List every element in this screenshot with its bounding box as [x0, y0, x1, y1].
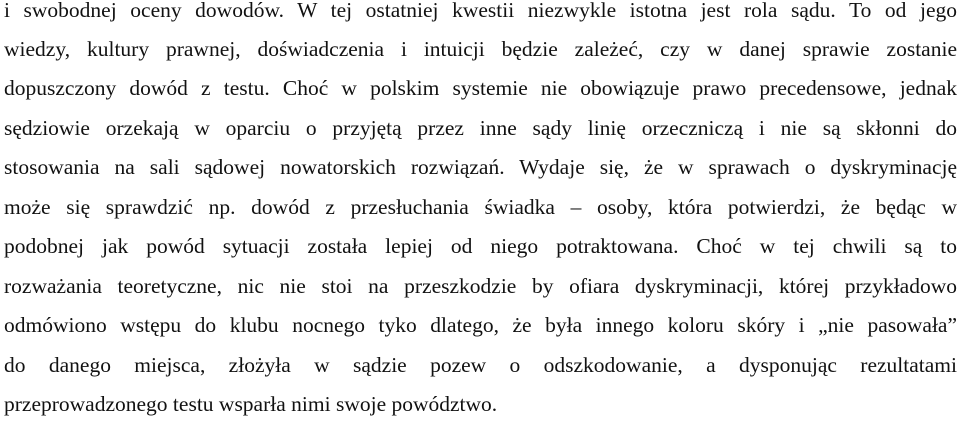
text-line: dopuszczony dowód z testu. Choć w polskim systemie nie obowiązuje prawo precedensowe, jednak — [4, 76, 957, 100]
text-line: podobnej jak powód sytuacji została lepiej od niego potraktowana. Choć w tej chwili są to — [4, 234, 957, 258]
text-line: sędziowie orzekają w oparciu o przyjętą przez inne sądy linię orzeczniczą i nie są skłonni do — [4, 116, 957, 140]
text-line: stosowania na sali sądowej nowatorskich rozwiązań. Wydaje się, że w sprawach o dyskryminację — [4, 155, 957, 179]
text-line: rozważania teoretyczne, nic nie stoi na przeszkodzie by ofiara dyskryminacji, której przykładowo — [4, 274, 957, 298]
text-line: wiedzy, kultury prawnej, doświadczenia i intuicji będzie zależeć, czy w danej sprawie zostanie — [4, 37, 957, 61]
text-line: i swobodnej oceny dowodów. W tej ostatniej kwestii niezwykle istotna jest rola sądu. To od jego — [4, 0, 957, 22]
text-line-last: przeprowadzonego testu wsparła nimi swoje powództwo. — [4, 392, 498, 416]
text-line: może się sprawdzić np. dowód z przesłuchania świadka – osoby, która potwierdzi, że będąc w — [4, 195, 957, 219]
text-line: odmówiono wstępu do klubu nocnego tyko dlatego, że była innego koloru skóry i „nie pasowała” — [4, 313, 957, 337]
text-line: do danego miejsca, złożyła w sądzie pozew o odszkodowanie, a dysponując rezultatami — [4, 353, 957, 377]
